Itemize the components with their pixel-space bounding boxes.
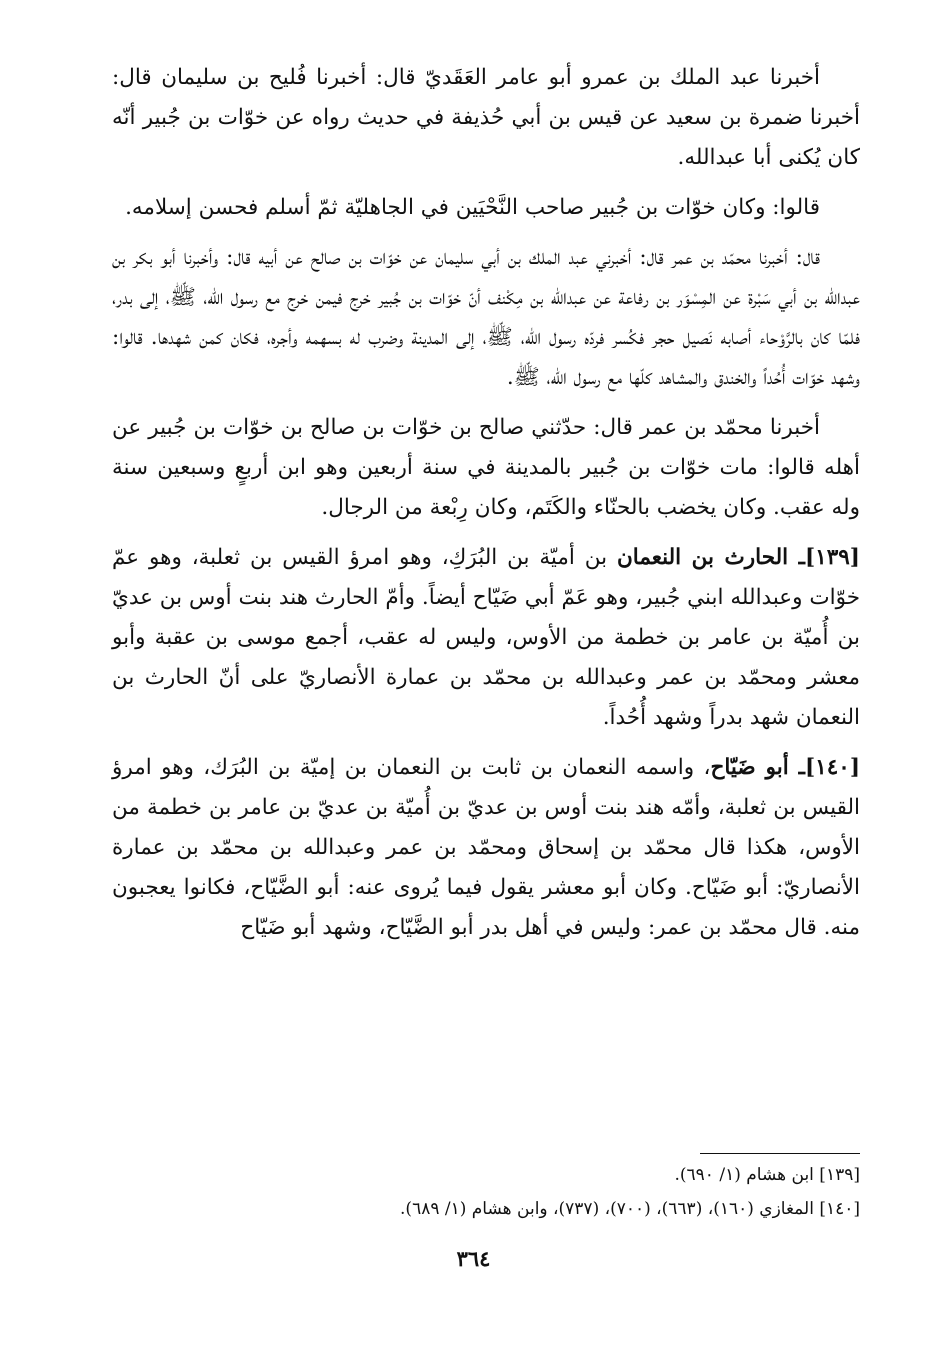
entry-139 [112, 538, 860, 738]
paragraph-1: أخبرنا عبد الملك بن عمرو أبو عامر العَقَديّ قال: أخبرنا فُليح بن سليمان قال: أخبرنا ضمرة بن سعيد عن قيس بن أبي حُذيفة في حديث رواه عن خوّات بن جُبير أنّه كان يُكنى أبا عبدالله. [112, 65, 860, 170]
entry-139-text: بن أميّة بن البُرَكِ، وهو امرؤ القيس بن ثعلبة، وهو عمّ خوّات وعبدالله ابني جُبير، وهو عَمّ أبي ضَيّاح أيضاً. وأمّ الحارث هند بنت أوس بن عديّ بن أُميّة بن عامر بن خطمة من الأوس، وليس له عقب، أجمع موسى بن عقبة وأبو معشر ومحمّد بن عمر وعبدالله بن محمّد بن عمارة الأنصاريّ على أنّ الحارث بن النعمان شهد بدراً وشهد أُحُداً. [112, 545, 860, 730]
page-number: ٣٦٤ [456, 1246, 491, 1271]
paragraph-2: قالوا: وكان خوّات بن جُبير صاحب النَّحْيَين في الجاهليّة ثمّ أسلم فحسن إسلامه. [125, 195, 820, 220]
entry-140-heading: [١٤٠]ـ أبو ضَيّاح [710, 755, 860, 780]
paragraph-3: قال: أخبرنا محمّد بن عمر قال: أخبرني عبد الملك بن أبي سليمان عن خوّات بن صالح عن أبيه قال: وأخبرنا أبو بكر بن عبدالله بن أبي سَبْرة عن المِسْوَر بن رفاعة عن عبدالله بن مِكْنف أنّ خوّات بن جُبير خرج فيمن خرج مع رسول الله، ﷺ، إلى بدر، فلمّا كان بالرَّوْحاء أصابه نَصيل حجر فكُسر فردّه رسول الله، ﷺ، إلى المدينة وضرب له بسهمه وأجره، فكان كمن شهدها. قالوا: وشهد خوّات أُحُداً والخندق والمشاهد كلّها مع رسول الله، ﷺ. [112, 245, 860, 390]
footnote-140: [١٤٠] المغازي (١٦٠)، (٦٦٣)، (٧٠٠)، (٧٣٧)، وابن هشام (١/ ٦٨٩). [400, 1199, 860, 1219]
entry-140 [112, 748, 860, 948]
footnote-139: [١٣٩] ابن هشام (١/ ٦٩٠). [674, 1165, 860, 1185]
footnote-divider [700, 1153, 860, 1154]
paragraph-4: أخبرنا محمّد بن عمر قال: حدّثني صالح بن خوّات بن صالح بن خوّات بن جُبير عن أهله قالوا: مات خوّات بن جُبير بالمدينة في سنة أربعين وهو ابن أربعٍ وسبعين سنة وله عقب. وكان يخضب بالحنّاء والكَتَم، وكان رِبْعة من الرجال. [112, 415, 860, 520]
footnotes [112, 1158, 860, 1226]
entry-140-text: ، واسمه النعمان بن ثابت بن النعمان بن إميّة بن البُرَك، وهو امرؤ القيس بن ثعلبة، وأمّه هند بنت أوس بن عديّ بن أُميّة بن عديّ بن عامر بن خطمة من الأوس، هكذا قال محمّد بن إسحاق ومحمّد بن عمر وعبدالله بن محمّد بن عمارة الأنصاريّ: أبو ضَيّاح. وكان أبو معشر يقول فيما يُروى عنه: أبو الضَّيّاح، فكانوا يعجبون منه. قال محمّد بن عمر: وليس في أهل بدر أبو الضَّيّاح، وشهد أبو ضَيّاح [112, 755, 860, 940]
entry-139-heading: [١٣٩]ـ الحارث بن النعمان [617, 545, 860, 570]
page-body [112, 58, 860, 958]
